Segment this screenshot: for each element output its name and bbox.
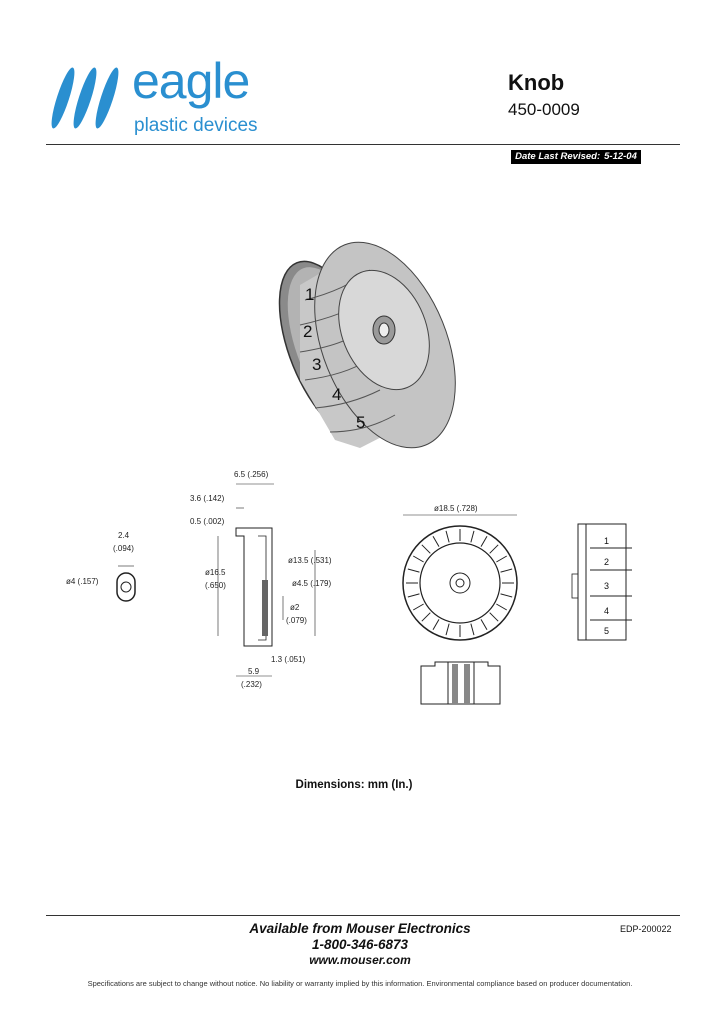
knob-number-4: 4 (332, 385, 342, 404)
dim-650: (.650) (205, 581, 226, 590)
knob-number-3: 3 (312, 355, 322, 374)
knob-number-5: 5 (356, 413, 366, 432)
revision-label: Date Last Revised: (515, 151, 601, 162)
dimensions-caption: Dimensions: mm (In.) (295, 779, 413, 791)
side-number-4: 4 (604, 606, 610, 616)
dim-2: ø2 (290, 603, 300, 612)
dim-079: (.079) (286, 616, 307, 625)
brand-name: eagle (132, 53, 250, 109)
footer-disclaimer: Specifications are subject to change without notice. No liability or warranty implied by this information. Environmental compliance based on producer documentation. (87, 979, 633, 988)
dim-16-5: ø16.5 (205, 568, 226, 577)
footer-website[interactable]: www.mouser.com (309, 953, 411, 967)
revision-date: 5-12-04 (604, 151, 637, 162)
footer-edp: EDP-200022 (620, 924, 672, 934)
dim-4: ø4 (.157) (66, 577, 99, 586)
side-number-5: 5 (604, 626, 610, 636)
dim-3-6: 3.6 (.142) (190, 494, 225, 503)
side-number-2: 2 (604, 557, 610, 567)
knob-number-2: 2 (303, 322, 313, 341)
footer-phone: 1-800-346-6873 (311, 937, 409, 952)
dim-5-9: 5.9 (248, 667, 260, 676)
dim-6-5: 6.5 (.256) (234, 470, 269, 479)
dim-1-3: 1.3 (.051) (271, 655, 306, 664)
brand-tagline: plastic devices (134, 115, 258, 136)
side-number-1: 1 (604, 536, 610, 546)
dim-18-5: ø18.5 (.728) (434, 504, 478, 513)
part-number: 450-0009 (508, 100, 580, 119)
dim-2-4: 2.4 (118, 531, 130, 540)
dim-13-5: ø13.5 (.531) (288, 556, 332, 565)
knob-number-1: 1 (305, 285, 315, 304)
footer-divider (46, 915, 680, 916)
side-number-3: 3 (604, 581, 610, 591)
footer-available: Available from Mouser Electronics (249, 921, 471, 936)
dim-4-5: ø4.5 (.179) (292, 579, 332, 588)
dim-0-5: 0.5 (.002) (190, 517, 225, 526)
product-title: Knob (508, 70, 565, 95)
dim-094: (.094) (113, 544, 134, 553)
dim-232: (.232) (241, 680, 262, 689)
